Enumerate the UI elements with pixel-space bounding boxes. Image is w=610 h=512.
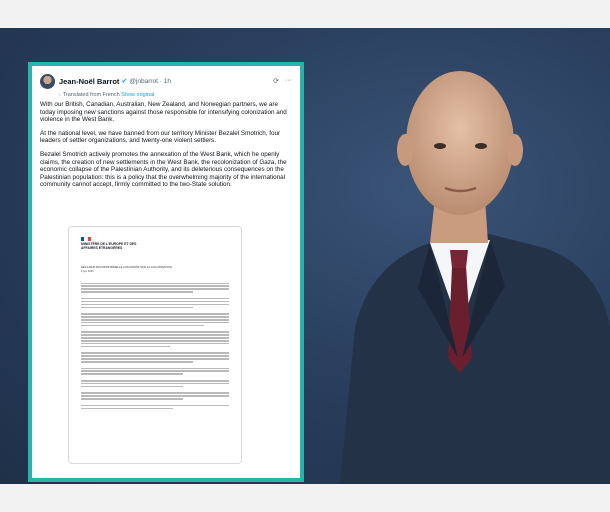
- tweet-paragraph: With our British, Canadian, Australian, New Zealand, and Norwegian partners, we are today imposing new sanctions against those responsible for intensifying colonization and violence in the West Bank.: [40, 101, 287, 124]
- author-name[interactable]: Jean-Noël Barrot: [59, 76, 120, 86]
- tweet-text: [40, 101, 292, 189]
- tweet-paragraph: At the national level, we have banned from our territory Minister Bezalel Smotrich, four leaders of settler organizations, and twenty-one violent settlers.: [40, 129, 281, 145]
- tweet-paragraph: Bezalel Smotrich actively promotes the annexation of the West Bank, which he openly claims, the creation of new settlements in the West Bank, the recolonization of Gaza, the economic collapse of the Palestinian Authority, and its deleterious consequences on the Palestinian population: this is a policy that the overwhelming majority of the international community cannot accept, firmly committed to the two-State solution.: [40, 150, 287, 189]
- person-photo: [300, 28, 610, 484]
- document-paragraph: [81, 331, 229, 347]
- document-paragraph: [81, 298, 229, 308]
- translate-icon: ◌: [58, 92, 62, 98]
- tweet-actions: [273, 77, 292, 85]
- verified-badge-icon: ✔: [121, 78, 128, 85]
- document-paragraph: [81, 283, 229, 293]
- author-handle[interactable]: @jnbarrot · 1h: [129, 77, 171, 85]
- document-paragraph: [81, 380, 229, 387]
- attached-document-image[interactable]: [68, 226, 242, 464]
- translated-label: Translated from French: [62, 92, 120, 98]
- grok-icon[interactable]: ⟳: [273, 78, 279, 85]
- translation-notice: [58, 92, 292, 98]
- document-paragraph: [81, 405, 229, 409]
- more-options-icon[interactable]: ···: [285, 77, 292, 84]
- ministry-logo-text: MINISTÈRE DE L'EUROPE ET DES AFFAIRES ÉTRANGÈRES: [81, 242, 137, 250]
- document-paragraph: [81, 392, 229, 399]
- photo-scene: [0, 28, 610, 484]
- document-paragraph: [81, 313, 229, 326]
- tweet-header: [40, 72, 292, 90]
- show-original-link[interactable]: Show original: [121, 92, 155, 98]
- tweet-frame: [28, 62, 304, 482]
- document-paragraph: [81, 352, 229, 362]
- document-paragraph: [81, 368, 229, 375]
- document-title: DÉCLARATION MINISTÉRIELLE CONJOINTE SUR LA COLONISATION: [81, 264, 172, 269]
- document-body: [81, 283, 229, 410]
- avatar[interactable]: [40, 74, 55, 89]
- french-flag-icon: [81, 237, 91, 241]
- document-date: 9 juin 2025: [81, 269, 94, 273]
- tweet-card[interactable]: [32, 66, 300, 478]
